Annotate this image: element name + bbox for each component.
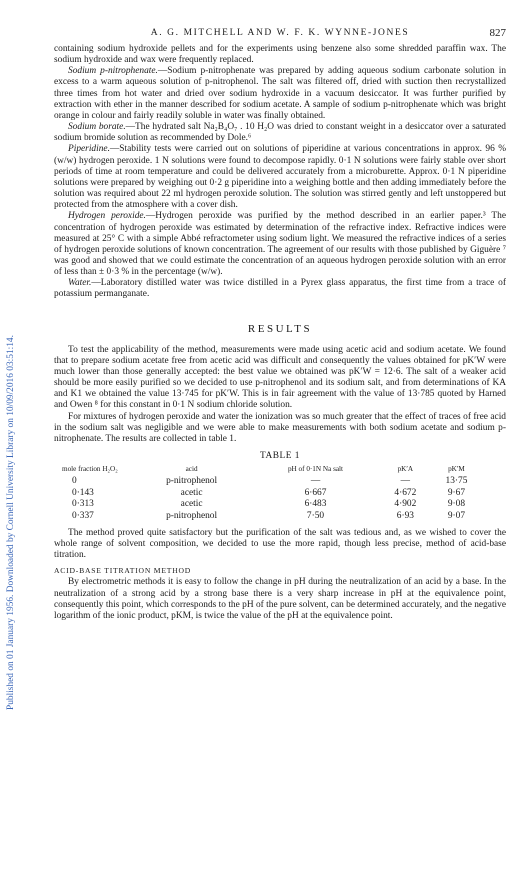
paragraph-lead: Piperidine. — [68, 144, 110, 155]
running-header-authors: A. G. MITCHELL AND W. F. K. WYNNE-JONES — [150, 28, 410, 38]
table-cell: 0·143 — [72, 487, 94, 498]
paragraph-lead: Hydrogen peroxide. — [68, 211, 146, 222]
page — [54, 28, 506, 622]
paragraph — [54, 44, 506, 66]
table-cell: 4·902 — [394, 499, 417, 509]
table-cell: 6·93 — [396, 510, 414, 521]
paragraph — [54, 528, 506, 561]
paragraph — [54, 577, 506, 622]
paragraph-text: For mixtures of hydrogen peroxide and water the ionization was so much greater that the effect of traces of free acid in the sodium salt was negligible and we were able to make measurements with both sodium acetate and sodium p-nitrophenate. The results are collected in table 1. — [54, 411, 506, 444]
table-cell: p-nitrophenol — [166, 510, 218, 521]
paragraph-text: —Stability tests were carried out on solutions of piperidine at various concentrations in approx. 96 % (w/w) hydrogen peroxide. 1 N solutions were found to decompose rapidly. 0·1 N solutions were fairly stable over short periods of time at room temperature and could be delivered accurately from a microburette. Approx. 0·1 N piperidine solutions were prepared by weighing out 0·2 g piperidine into a weighing bottle and then adding immediately before the solution was required about 22 ml hydrogen peroxide solution. The solution was stirred gently and left unstoppered but protected from the atmosphere with a cover dish. — [54, 144, 506, 211]
paragraph — [54, 144, 506, 211]
table-cell: acetic — [180, 487, 203, 498]
table-cell: 7·50 — [306, 510, 325, 521]
paragraph-lead: Water. — [68, 278, 92, 289]
table-row — [62, 499, 482, 511]
paragraph-text: —Laboratory distilled water was twice distilled in a Pyrex glass apparatus, the first time from a trace of potassium permanganate. — [54, 278, 506, 300]
paragraph-text: The method proved quite satisfactory but the purification of the salt was tedious and, as we wished to cover the whole range of solvent composition, we decided to use the more rapid, though less precise, method of acid-base titration. — [54, 528, 506, 561]
paragraph — [54, 122, 506, 144]
paragraph — [54, 345, 506, 412]
paragraph-text: containing sodium hydroxide pellets and for the experiments using benzene also some shredded paraffin wax. The sodium hydroxide and wax were frequently replaced. — [54, 44, 506, 66]
table-cell: 0·337 — [72, 510, 94, 521]
paragraph — [54, 211, 506, 278]
table-cell: — — [310, 476, 321, 486]
paragraph — [54, 278, 506, 300]
column-header: mole fraction H₂O₂ — [62, 465, 118, 473]
paragraph-text: To test the applicability of the method, measurements were made using acetic acid and sodium acetate. We found that to prepare sodium acetate free from acetic acid was difficult and consequently the values obtained for pK′W were much lower than those generally accepted: the best value we obtained was pK′W = 12·6. The salt of a weaker acid should be more easily purified so we decided to use p-nitrophenol and its sodium salt, and from determinations of KA and K1 we obtained the value 13·745 for pK′W. This is in fair agreement with the value of 13·785 quoted by Harned and Owen ⁸ for this constant in 0·1 N sodium chloride solution. — [54, 344, 506, 411]
column-header: pK′A — [397, 465, 414, 473]
table-cell: 9·07 — [447, 510, 466, 521]
paragraph-text: —Hydrogen peroxide was purified by the method described in an earlier paper.³ The concentration of hydrogen peroxide was estimated by determination of the refractive index. Refractive indices were measured at 25° C with a simple Abbé refractometer using sodium light. We measured the refractive indices of a series of hydrogen peroxide solutions of known concentration. The agreement of our results with those published by Giguère ⁷ was good and showed that we could estimate the concentration of an aqueous hydrogen peroxide solution with an error of less than ± 0·3 % in the percentage (w/w). — [54, 211, 506, 278]
methods-section — [54, 44, 506, 301]
paragraph-text: —Sodium p-nitrophenate was prepared by adding aqueous sodium carbonate solution in excess to a warm aqueous solution of p-nitrophenol. The salt was filtered off, dried with suction then recrystallized three times from hot water and dried over sodium hydroxide in a vacuum desiccator. It was further purified by extraction with ether in the manner described for sodium acetate. A sample of sodium p-nitrophenate which was bright orange in colour and fairly readily soluble in water was finally obtained. — [54, 66, 507, 121]
paragraph — [54, 412, 506, 445]
section-heading-results: RESULTS — [247, 322, 313, 335]
table-cell: — — [400, 476, 411, 486]
table-cell: p-nitrophenol — [166, 476, 218, 486]
table-row — [62, 511, 482, 523]
paragraph-text: By electrometric methods it is easy to follow the change in pH during the neutralization of an acid by a base. In the neutralization of a strong acid by a strong base there is a very sharp increase in pH at the equivalence point, consequently this point, which corresponds to the pH of the pure solvent, can be determined accurately, and the negative logarithm of the ionic product, pKM, is twice the value of the pH at the equivalence point. — [54, 577, 506, 621]
table-row — [62, 476, 482, 488]
table-cell: 0 — [72, 476, 77, 486]
paragraph-lead: Sodium p-nitrophenate. — [68, 66, 158, 77]
table-cell: 6·667 — [304, 487, 327, 498]
table-caption: TABLE 1 — [260, 451, 300, 461]
table-cell: acetic — [180, 499, 203, 509]
table-cell: 9·08 — [447, 499, 466, 509]
results-table — [62, 465, 482, 522]
table-cell: 6·483 — [304, 499, 327, 509]
column-header: acid — [185, 465, 198, 473]
download-watermark: Published on 01 January 1956. Downloaded by Cornell University Library on 10/09/2016 03:51:14. — [6, 335, 16, 710]
page-number: 827 — [489, 27, 506, 39]
column-header: pH of 0·1N Na salt — [287, 465, 344, 473]
column-header: pK′M — [448, 465, 465, 473]
running-header — [54, 28, 506, 44]
table-row — [62, 488, 482, 500]
table-cell: 13·75 — [445, 476, 468, 486]
paragraph-text: —The hydrated salt Na₂B₄O₇ . 10 H₂O was dried to constant weight in a desiccator over a saturated sodium bromide solution as recommended by Dole.⁶ — [54, 122, 506, 144]
table-cell: 9·67 — [447, 487, 466, 498]
subsection-heading: ACID-BASE TITRATION METHOD — [54, 566, 192, 576]
table-cell: 4·672 — [394, 487, 417, 498]
paragraph — [54, 66, 506, 122]
table-cell: 0·313 — [72, 499, 94, 509]
paragraph-lead: Sodium borate. — [68, 122, 126, 133]
table-header-row — [62, 465, 482, 476]
